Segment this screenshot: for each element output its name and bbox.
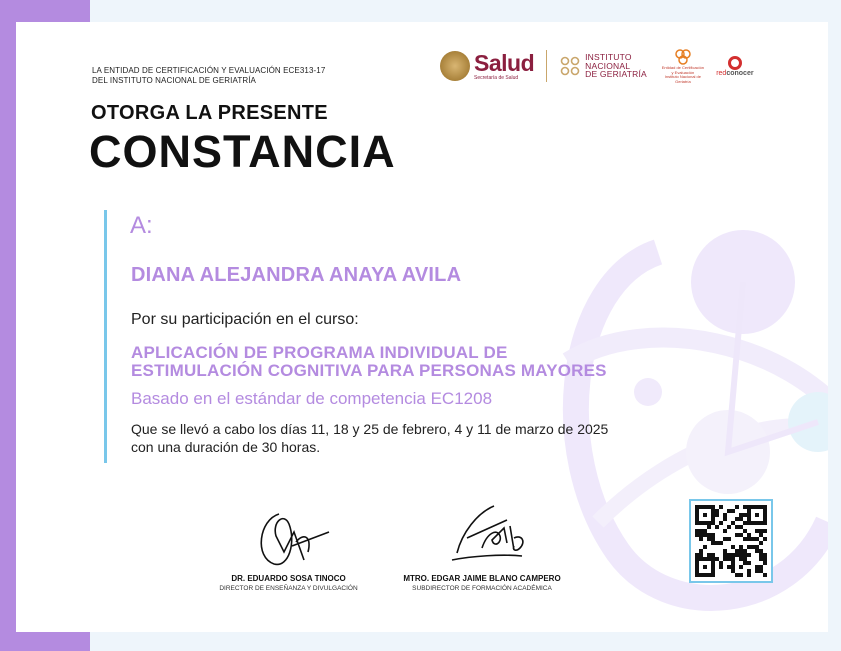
course-title-line-2: ESTIMULACIÓN COGNITIVA PARA PERSONAS MAYORES bbox=[131, 361, 607, 380]
signature-block-2 bbox=[382, 498, 582, 592]
conocer-logo bbox=[713, 56, 757, 77]
ingeriatria-line-1: INSTITUTO bbox=[585, 52, 632, 63]
accent-line bbox=[104, 210, 107, 463]
signer-1-name: DR. EDUARDO SOSA TINOCO bbox=[231, 574, 346, 583]
qr-code-icon[interactable] bbox=[689, 499, 773, 583]
ingeriatria-line-2: NACIONAL bbox=[585, 60, 631, 71]
salud-logo-name: Salud bbox=[474, 49, 535, 76]
conocer-name: conocer bbox=[726, 69, 754, 77]
recipient-name: DIANA ALEJANDRA ANAYA AVILA bbox=[131, 264, 462, 286]
salud-logo bbox=[440, 51, 534, 81]
qr-code-pattern bbox=[695, 505, 767, 577]
ece-line-3: Instituto Nacional de Geriatría bbox=[664, 74, 702, 84]
page-title: CONSTANCIA bbox=[89, 126, 396, 177]
logo-divider bbox=[546, 50, 547, 82]
national-seal-icon bbox=[440, 51, 470, 81]
title-pre: OTORGA LA PRESENTE bbox=[91, 102, 328, 124]
salud-logo-sub: Secretaría de Salud bbox=[474, 74, 519, 81]
issuer-text bbox=[92, 66, 325, 86]
issuer-line-2: DEL INSTITUTO NACIONAL DE GERIATRÍA bbox=[92, 76, 256, 85]
ingeriatria-line-3: DE GERIATRÍA bbox=[585, 69, 647, 80]
ece-logo bbox=[661, 48, 705, 84]
course-title-line-1: APLICACIÓN DE PROGRAMA INDIVIDUAL DE bbox=[131, 343, 508, 362]
issuer-line-1: LA ENTIDAD DE CERTIFICACIÓN Y EVALUACIÓN ECE313-17 bbox=[92, 66, 326, 75]
course-dates bbox=[131, 420, 691, 456]
intro-text: Por su participación en el curso: bbox=[131, 311, 359, 328]
signer-1-title: DIRECTOR DE ENSEÑANZA Y DIVULGACIÓN bbox=[219, 585, 358, 592]
dates-line-2: con una duración de 30 horas. bbox=[131, 439, 321, 455]
competency-standard: Basado en el estándar de competencia EC1208 bbox=[131, 389, 493, 408]
signature-2-icon bbox=[422, 498, 542, 572]
to-label: A: bbox=[130, 212, 153, 239]
logo-strip bbox=[440, 46, 757, 86]
ingeriatria-logo-icon bbox=[559, 55, 581, 77]
ece-line-2: y Evaluación bbox=[671, 69, 695, 75]
signature-1-icon bbox=[234, 502, 344, 572]
course-title bbox=[131, 344, 607, 380]
ece-logo-icon bbox=[674, 48, 692, 66]
signature-block-1 bbox=[201, 502, 376, 592]
ingeriatria-logo bbox=[559, 53, 647, 79]
conocer-prefix: red bbox=[716, 69, 727, 77]
conocer-logo-icon bbox=[728, 56, 742, 70]
ece-line-1: Entidad de Certificación bbox=[661, 65, 705, 70]
signer-2-title: SUBDIRECTOR DE FORMACIÓN ACADÉMICA bbox=[412, 585, 552, 592]
dates-line-1: Que se llevó a cabo los días 11, 18 y 25 de febrero, 4 y 11 de marzo de 2025 bbox=[131, 421, 609, 437]
certificate bbox=[16, 22, 828, 632]
signer-2-name: MTRO. EDGAR JAIME BLANO CAMPERO bbox=[403, 574, 561, 583]
